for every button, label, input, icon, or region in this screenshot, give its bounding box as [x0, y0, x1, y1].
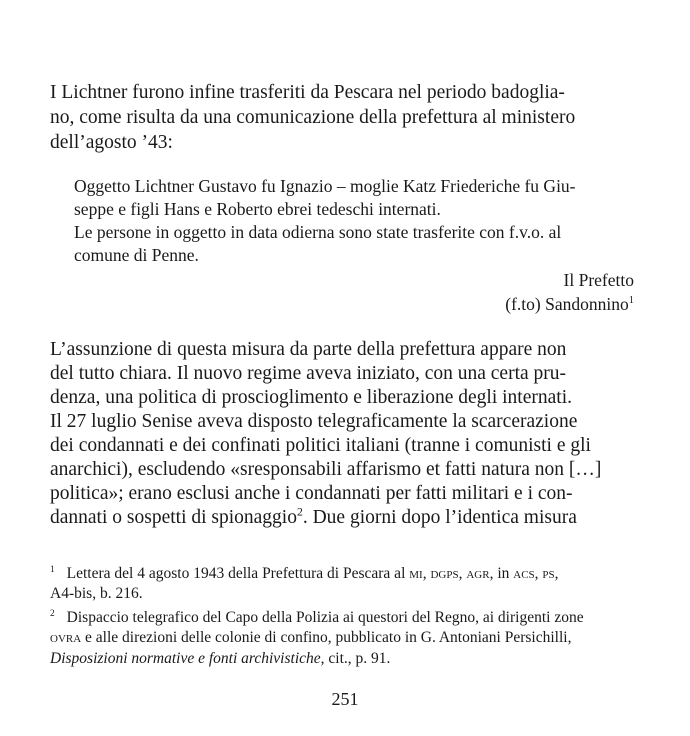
intro-line-1: I Lichtner furono infine trasferiti da Pescara nel periodo badoglia- — [50, 82, 565, 103]
footnote-2-mark: 2 — [50, 608, 55, 619]
footnote-2-title: Disposizioni normative e fonti archivistiche — [50, 650, 321, 667]
main-line-4: Il 27 luglio Senise aveva disposto telegraficamente la scarcerazione — [50, 411, 578, 432]
main-line-8-start: dannati o sospetti di spionaggio — [50, 507, 297, 528]
footnote-2-line-2-text: e alle direzioni delle colonie di confino, pubblicato in G. Antoniani Persichilli, — [81, 629, 572, 646]
intro-line-3: dell’agosto ’43: — [50, 132, 173, 153]
footnote-2-line-2 — [50, 630, 571, 646]
quote-line-2: seppe e figli Hans e Roberto ebrei tedeschi internati. — [74, 199, 441, 219]
footnote-2-text: Dispaccio telegrafico del Capo della Polizia ai questori del Regno, ai dirigenti zone — [66, 609, 584, 626]
footnote-1-agr: agr — [466, 565, 490, 582]
footnote-2-line-3 — [50, 651, 390, 667]
footnote-1-mark: 1 — [50, 564, 55, 575]
main-line-5: dei condannati e dei confinati politici italiani (tranne i comunisti e gli — [50, 435, 591, 456]
quote-line-4: comune di Penne. — [74, 245, 199, 265]
main-line-1: L’assunzione di questa misura da parte della prefettura appare non — [50, 339, 567, 360]
footnote-ref-1: 1 — [628, 295, 634, 307]
main-line-7: politica»; erano esclusi anche i condannati per fatti militari e i con- — [50, 483, 573, 504]
main-line-6: anarchici), escludendo «sresponsabili affarismo et fatti natura non […] — [50, 459, 602, 480]
footnote-2-citation: , cit., p. 91. — [320, 650, 391, 667]
quote-line-3: Le persone in oggetto in data odierna sono state trasferite con f.v.o. al — [74, 222, 562, 242]
main-line-3: denza, una politica di proscioglimento e liberazione degli internati. — [50, 387, 572, 408]
main-line-8 — [50, 505, 577, 528]
intro-line-2: no, come risulta da una comunicazione della prefettura al ministero — [50, 107, 576, 128]
signature-title: Il Prefetto — [563, 270, 634, 290]
footnote-ref-2: 2 — [296, 505, 303, 519]
main-line-2: del tutto chiara. Il nuovo regime aveva iniziato, con una certa pru- — [50, 363, 566, 384]
footnote-1-line-2: A4-bis, b. 216. — [50, 585, 143, 602]
page-number: 251 — [331, 689, 359, 709]
main-line-8-end: . Due giorni dopo l’identica misura — [302, 507, 577, 528]
quote-line-1: Oggetto Lichtner Gustavo fu Ignazio – moglie Katz Friederiche fu Giu- — [74, 176, 576, 196]
signature-name-text: (f.to) Sandonnino — [505, 294, 629, 314]
footnote-1-acs: acs — [513, 565, 535, 582]
footnote-1-ps: ps — [542, 565, 555, 582]
footnote-2-ovra: ovra — [50, 629, 82, 646]
footnote-1-dgps: dgps — [430, 565, 459, 582]
footnote-2-line-1 — [50, 610, 584, 626]
footnote-1-line-1: $^1$ Lettera del 4 agosto 1943 della Prefettura di Pescara al mi, dgps, agr, in acs, ps, — [50, 564, 559, 582]
footnote-1-text: Lettera del 4 agosto 1943 della Prefettura di Pescara al — [66, 565, 410, 582]
signature-name — [505, 296, 634, 314]
footnote-1-mi: mi — [409, 565, 423, 582]
